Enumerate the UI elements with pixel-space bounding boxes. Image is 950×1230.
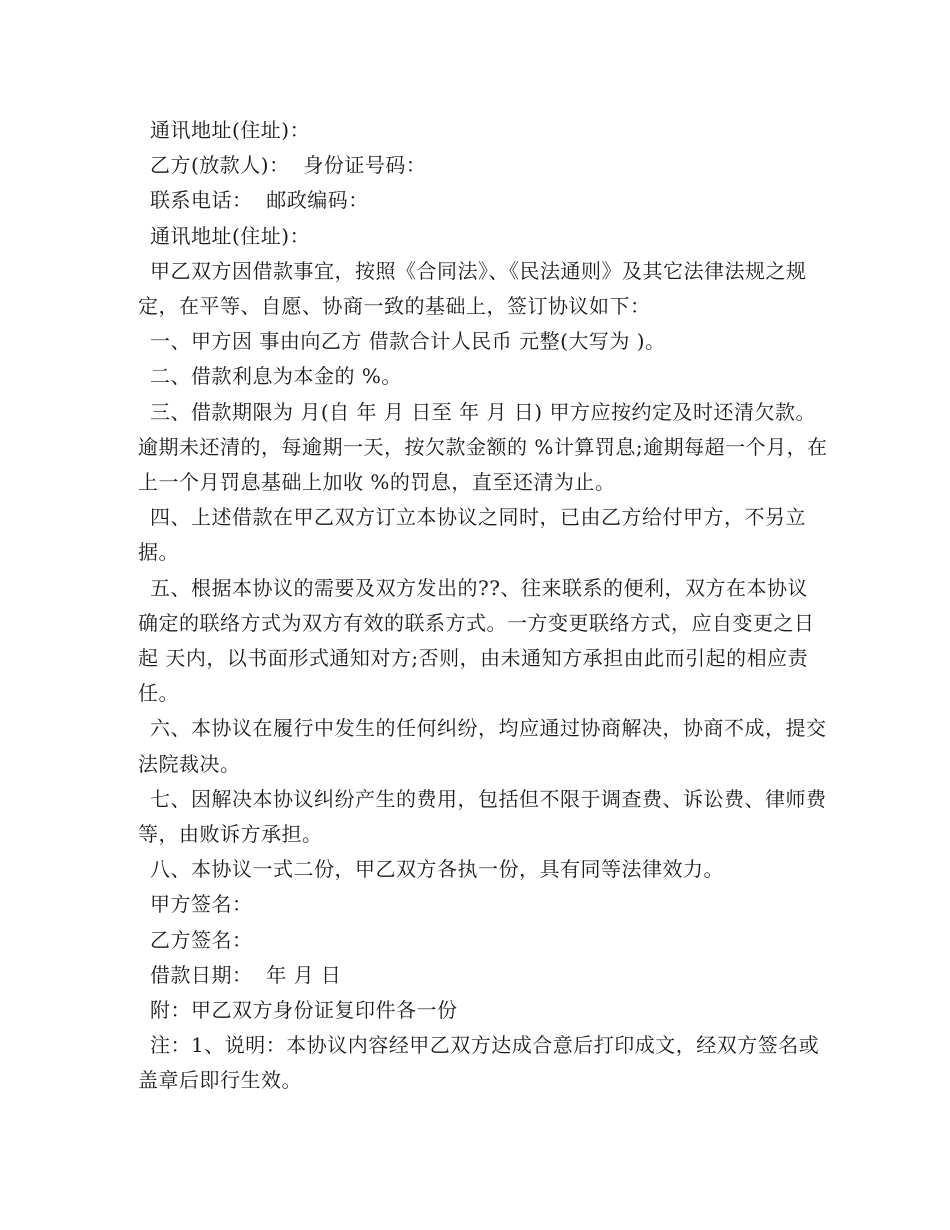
clause-2: 二、借款利息为本金的 %。 [150,364,402,389]
preamble-paragraph: 甲乙双方因借款事宜，按照《合同法》、《民法通则》及其它法律法规之规定，在平等、自愿、协商一致的基础上，签订协议如下： [138,258,807,319]
clause-4: 四、上述借款在甲乙双方订立本协议之同时，已由乙方给付甲方，不另立据。 [138,505,806,565]
lender-borrower-address-line: 通讯地址(住址)： [150,118,311,142]
document-body [138,113,828,1099]
remark-note: 注：1、说明：本协议内容经甲乙双方达成合意后打印成文，经双方签名或盖章后即行生效。 [138,1033,820,1093]
party-a-signature-line: 甲方签名： [150,892,253,917]
clause-3: 三、借款期限为 月(自 年 月 日至 年 月 日) 甲方应按约定及时还清欠款。逾期未还清的，每逾期一天，按欠款金额的 %计算罚息;逾期每超一个月，在上一个月罚息基础上加收 %的罚息，直至还清为止。 [138,399,828,495]
clause-5: 五、根据本协议的需要及双方发出的??、往来联系的便利，双方在本协议确定的联络方式为双方有效的联系方式。一方变更联络方式，应自变更之日起 天内，以书面形式通知对方;否则，由未通知方承担由此而引起的相应责任。 [138,575,815,706]
party-b-id-line: 乙方(放款人)： 身份证号码： [150,153,427,178]
clause-6: 六、本协议在履行中发生的任何纠纷，均应通过协商解决，协商不成，提交法院裁决。 [138,716,827,776]
party-b-address-line: 通讯地址(住址)： [150,223,311,248]
attachment-note: 附：甲乙双方身份证复印件各一份 [150,998,458,1023]
party-b-contact-line: 联系电话： 邮政编码： [150,188,369,213]
loan-date-line: 借款日期： 年 月 日 [150,962,342,987]
clause-8: 八、本协议一式二份，甲乙双方各执一份，具有同等法律效力。 [150,857,724,882]
clause-7: 七、因解决本协议纠纷产生的费用，包括但不限于调查费、诉讼费、律师费等，由败诉方承担。 [138,786,827,847]
party-b-signature-line: 乙方签名： [150,927,253,952]
clause-1: 一、甲方因 事由向乙方 借款合计人民币 元整(大写为 )。 [150,329,666,354]
